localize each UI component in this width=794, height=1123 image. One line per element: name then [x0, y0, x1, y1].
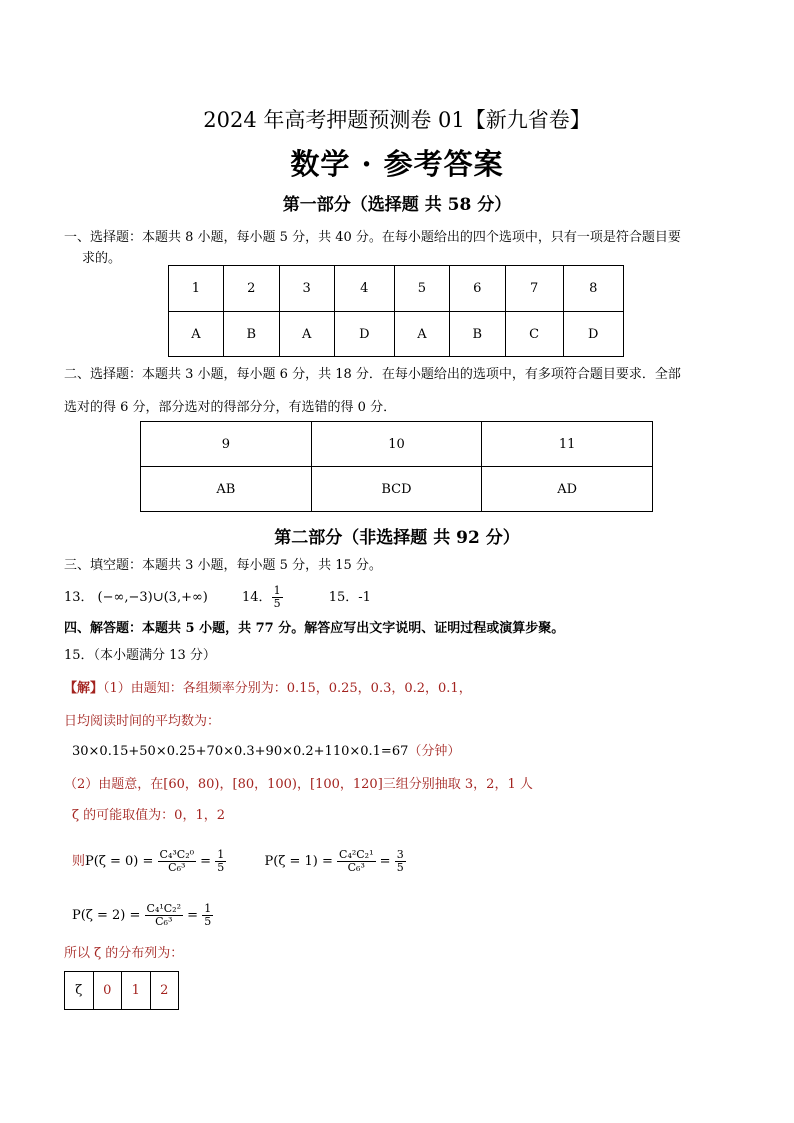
table1-number-row — [169, 266, 624, 312]
table1-cell: B — [223, 312, 279, 357]
fill15-answer: -1 — [358, 590, 371, 605]
distribution-row — [65, 972, 179, 1010]
part1-heading: 第一部分（选择题 共 58 分） — [282, 195, 512, 215]
probability-row-2: P(ζ = 2) = $\frac{\text{C₄¹C₂²}}{\text{C₆³}}$ = $\frac{1}{5}$ — [72, 902, 212, 928]
fill14-label: 14． — [242, 590, 272, 605]
solution-tag: 【解】 — [64, 681, 104, 696]
p0-denominator: C₆³ — [168, 861, 186, 874]
prob-prefix: 则 — [72, 854, 86, 869]
table1-cell: B — [449, 312, 505, 357]
q1-intro-line2: 求的。 — [82, 251, 122, 266]
fill13-label: 13． — [64, 590, 94, 605]
p0-value-denominator: 5 — [217, 861, 225, 874]
p1-fraction — [337, 849, 375, 874]
fill14-numerator: 1 — [273, 584, 281, 597]
table2-cell: 10 — [311, 422, 482, 467]
distribution-cell: ζ — [65, 972, 94, 1010]
p1-numerator: C₄²C₂¹ — [339, 848, 374, 861]
answer-table-1 — [168, 265, 624, 357]
p0-value-numerator: 1 — [217, 848, 225, 861]
q2-intro-line2: 选对的得 6 分，部分选对的得部分分，有选错的得 0 分． — [64, 400, 397, 415]
q3-intro: 三、填空题：本题共 3 小题，每小题 5 分，共 15 分。 — [64, 558, 382, 573]
distribution-cell: 0 — [93, 972, 122, 1010]
p2-lhs: P(ζ = 2) = — [72, 908, 141, 923]
fill15-label: 15． — [328, 590, 359, 605]
solution-line-4: （2）由题意，在[60，80)，[80，100)，[100，120]三组分别抽取 3，2，1 人 — [64, 777, 533, 792]
p0-numerator: C₄³C₂⁰ — [159, 848, 195, 861]
p2-numerator: C₄¹C₂² — [146, 902, 182, 915]
q2-intro — [64, 364, 744, 418]
p0-value — [215, 849, 226, 874]
distribution-cell: 2 — [150, 972, 179, 1010]
part2-heading: 第二部分（非选择题 共 92 分） — [274, 528, 520, 548]
q1-intro-line1: 一、选择题：本题共 8 小题，每小题 5 分，共 40 分。在每小题给出的四个选项中，只有一项是符合题目要 — [64, 230, 681, 245]
table1-cell: A — [169, 312, 224, 357]
table2-cell: AB — [141, 467, 312, 512]
mean-calculation: 30×0.15+50×0.25+70×0.3+90×0.2+110×0.1=67 — [72, 744, 409, 759]
mean-unit: （分钟） — [408, 744, 461, 759]
solution-line-3 — [72, 741, 460, 762]
table1-answer-row — [169, 312, 624, 357]
table2-number-row — [141, 422, 653, 467]
p1-lhs: P(ζ = 1) = — [264, 854, 333, 869]
table1-cell: 6 — [449, 266, 505, 312]
p0-fraction — [158, 849, 196, 874]
table1-cell: D — [563, 312, 623, 357]
table2-cell: 9 — [141, 422, 312, 467]
fill14-denominator: 5 — [273, 597, 281, 610]
fill-answers — [64, 582, 664, 614]
table1-cell: 3 — [279, 266, 334, 312]
table1-cell: C — [505, 312, 563, 357]
distribution-intro: 所以 ζ 的分布列为： — [64, 946, 184, 961]
solution-line-1-text: （1）由题知：各组频率分别为：0.15，0.25，0.3，0.2，0.1， — [103, 681, 472, 696]
q4-intro: 四、解答题：本题共 5 小题，共 77 分。解答应写出文字说明、证明过程或演算步聚。 — [64, 621, 565, 636]
p1-value-numerator: 3 — [396, 848, 404, 861]
p1-value-denominator: 5 — [396, 861, 404, 874]
p2-value — [202, 903, 213, 928]
fill13-answer: (−∞,−3)∪(3,+∞) — [97, 590, 208, 605]
p2-value-numerator: 1 — [204, 902, 212, 915]
solution-line-2: 日均阅读时间的平均数为： — [64, 714, 221, 729]
table2-cell: 11 — [482, 422, 653, 467]
p0-lhs: P(ζ = 0) = — [85, 854, 154, 869]
table1-cell: D — [334, 312, 394, 357]
table2-answer-row — [141, 467, 653, 512]
p1-value — [395, 849, 406, 874]
answer-table-2 — [140, 421, 653, 512]
table1-cell: 4 — [334, 266, 394, 312]
paper-subtitle: 数学 · 参考答案 — [290, 147, 504, 181]
p2-fraction — [145, 903, 183, 928]
solution-line-5: ζ 的可能取值为：0，1，2 — [72, 808, 225, 823]
q15-title: 15．（本小题满分 13 分） — [64, 648, 216, 663]
probability-row-1: 则P(ζ = 0) = $\frac{\text{C₄³C₂⁰}}{\text{C₆³}}$ = $\frac{1}{5}$ P(ζ = 1) = $\frac{\text{C₄²C₂¹}}{\text{C₆³}}$ = $\frac{3}{5}$ — [72, 848, 404, 874]
p2-denominator: C₆³ — [155, 915, 173, 928]
table1-cell: 5 — [395, 266, 450, 312]
table1-cell: 2 — [223, 266, 279, 312]
solution-line-1 — [64, 678, 472, 699]
paper-title: 2024 年高考押题预测卷 01【新九省卷】 — [203, 108, 591, 132]
table1-cell: A — [279, 312, 334, 357]
table1-cell: A — [395, 312, 450, 357]
q1-intro — [64, 227, 744, 269]
fill14-fraction — [272, 585, 283, 610]
table1-cell: 1 — [169, 266, 224, 312]
table2-cell: AD — [482, 467, 653, 512]
table1-cell: 7 — [505, 266, 563, 312]
p2-value-denominator: 5 — [204, 915, 212, 928]
table1-cell: 8 — [563, 266, 623, 312]
distribution-cell: 1 — [122, 972, 151, 1010]
q2-intro-line1: 二、选择题：本题共 3 小题，每小题 6 分，共 18 分．在每小题给出的选项中，有多项符合题目要求．全部 — [64, 367, 681, 382]
table2-cell: BCD — [311, 467, 482, 512]
p1-denominator: C₆³ — [347, 861, 365, 874]
distribution-table — [64, 971, 179, 1010]
